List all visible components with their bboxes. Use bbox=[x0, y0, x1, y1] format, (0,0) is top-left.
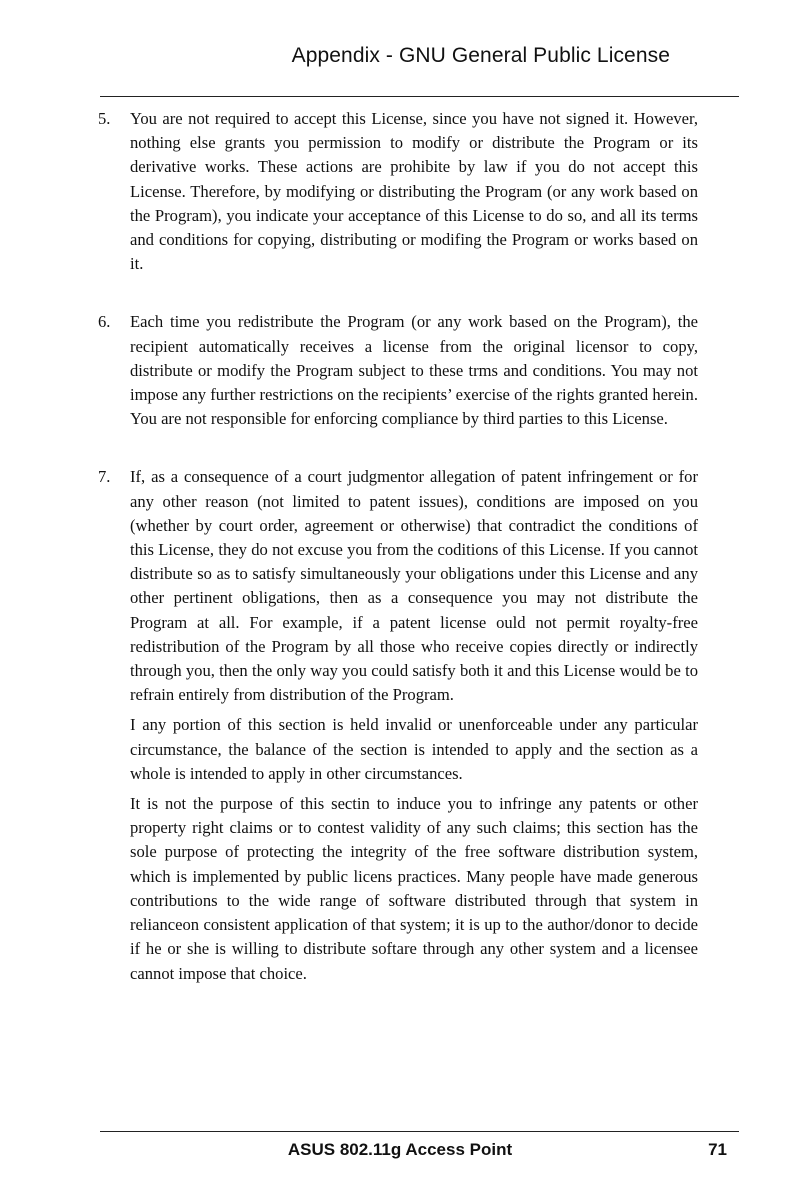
license-text bbox=[98, 107, 698, 986]
footer-title: ASUS 802.11g Access Point bbox=[287, 1140, 513, 1159]
paragraph: You are not required to accept this License, since you have not signed it. However, nothing else grants you permission to modify or distribute the Program or its derivative works. These actions are prohibite by law if you do not accept this License. Therefore, by modifying or distributing the Program (or any work based on the Program), you indicate your acceptance of this License to do so, and all its terms and conditions for copying, distributing or modifing the Program or works based on it. bbox=[130, 109, 698, 274]
item-number: 6. bbox=[98, 312, 111, 332]
paragraph: It is not the purpose of this sectin to induce you to infringe any patents or other property right claims or to contest validity of any such claims; this section has the sole purpose of protecting the integrity of the free software distribution system, which is implemented by public licens practices. Many people have made generous contributions to the wide range of software distributed through that system in relianceon consistent application of that system; it is up to the author/donor to decide if he or she is willing to distribute softare through any other system and a licensee cannot impose that choice. bbox=[130, 794, 698, 983]
page-number: 71 bbox=[708, 1140, 727, 1159]
license-item-7 bbox=[98, 465, 698, 985]
item-number: 5. bbox=[98, 109, 111, 128]
paragraph: If, as a consequence of a court judgmentor allegation of patent infringement or for any other reason (not limited to patent issues), conditions are imposed on you (whether by court order, agreement or otherwise) that contradict the conditions of this License, they do not excuse you from the coditions of this License. If you cannot distribute so as to satisfy simultaneously your obligations under this License and any other pertinent obligations, then as a consequence you may not distribute the Program at all. For example, if a patent license ould not permit royalty-free redistribution of the Program by all those who receive copies directly or indirectly through you, then the only way you could satisfy both it and this License would be to refrain entirely from distribution of the Program. bbox=[130, 467, 698, 705]
paragraph: Each time you redistribute the Program (or any work based on the Program), the recipient automatically receives a license from the original licensor to copy, distribute or modify the Program subject to these trms and conditions. You may not impose any further restrictions on the recipients’ exercise of the rights granted herein. You are not responsible for enforcing compliance by third parties to this License. bbox=[130, 312, 698, 429]
footer-divider bbox=[100, 1131, 739, 1132]
license-item-5 bbox=[98, 107, 698, 276]
item-number: 7. bbox=[98, 467, 111, 487]
license-item-6 bbox=[98, 310, 698, 431]
page-header-title: Appendix - GNU General Public License bbox=[291, 44, 670, 67]
paragraph: I any portion of this section is held invalid or unenforceable under any particular circumstance, the balance of the section is intended to apply and the section as a whole is intended to apply in other circumstances. bbox=[130, 715, 698, 783]
header-divider bbox=[100, 96, 739, 97]
